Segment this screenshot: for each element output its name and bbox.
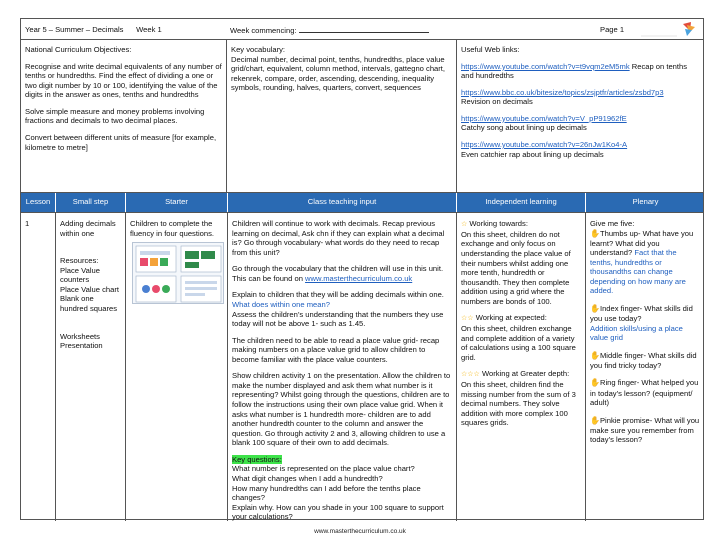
objectives-row — [21, 40, 703, 193]
lesson-number: 1 — [25, 219, 30, 228]
column-header-row — [21, 193, 703, 213]
extra-worksheets: Worksheets — [60, 331, 100, 341]
weblink-2-desc: Revision on decimals — [461, 97, 533, 107]
teaching-p4: The children need to be able to read a place value grid- recap making numbers on a place value grid to allow children to become familiar with the place value counters. — [232, 335, 440, 364]
col-independent: Independent learning — [456, 193, 585, 212]
teaching-p5: Show children activity 1 on the presentation. Allow the children to make the number displayed and ask them what number is it representing? Whilst going through the questions, children are to follow the instructions using their own place value grid. When it asks what number is 1 hundredth more- children are to add another hundredth counter to the column and answer the question. Go through activity 2 and 3, allowing children to use a blank 100 square of their own to add decimals. — [232, 371, 451, 448]
teaching-p1: Children will continue to work with decimals. Recap previous learning on decimal, Ask chn if they can explain what a decimal is? Go through vocabulary- what words do they need to recap from this unit? — [232, 219, 445, 257]
weblink-4-desc: Even catchier rap about lining up decimals — [461, 149, 604, 159]
resources-heading: Resources: — [60, 256, 99, 266]
weblinks-heading: Useful Web links: — [461, 45, 520, 54]
small-step-text: Adding decimals within one — [60, 219, 116, 238]
star-three-icon: ☆☆☆ — [461, 371, 480, 379]
resource-3: Blank one hundred squares — [60, 294, 117, 313]
header-row — [21, 19, 703, 40]
planning-sheet — [20, 18, 704, 520]
plenary-middle: Middle finger- What skills did you find tricky today? — [590, 350, 697, 370]
small-step-cell — [55, 213, 125, 521]
weblink-1[interactable]: https://www.youtube.com/watch?v=t9vqm2eM5mk — [461, 61, 630, 71]
plenary-index: Index finger- What skills did you use today? — [590, 304, 693, 324]
weblink-2[interactable]: https://www.bbc.co.uk/bitesize/topics/zsjptfr/articles/zsbd7p3 — [461, 87, 664, 97]
vocabulary-cell — [226, 40, 456, 192]
fluency-slide-image — [133, 243, 225, 305]
weblinks-cell — [456, 40, 705, 192]
week-label: Week 1 — [136, 25, 162, 34]
col-plenary: Plenary — [585, 193, 705, 212]
middle-finger-icon: ✋ — [590, 350, 600, 360]
plenary-cell — [585, 213, 705, 521]
greater-label: Working at Greater depth: — [481, 369, 570, 379]
resource-2: Place Value chart — [60, 284, 119, 294]
teaching-p3b: What does within one mean? — [232, 299, 330, 309]
plenary-thumbs: Thumbs up- What have you learnt? What did you understand? — [590, 228, 694, 258]
col-teaching: Class teaching input — [227, 193, 456, 212]
teaching-p3c: Assess the children’s understanding that the numbers they use today will not be above 1- such as 1.45. — [232, 309, 444, 329]
expected-text: On this sheet, children exchange and complete addition of a variety of calculations using a 100 square grid. — [461, 324, 576, 362]
plenary-index-answer: Addition skills/using a place value grid — [590, 323, 683, 343]
commencing-cell — [226, 19, 456, 39]
towards-label: Working towards: — [469, 219, 528, 228]
col-lesson: Lesson — [25, 197, 51, 206]
commencing-blank — [299, 25, 429, 33]
weblink-3-desc: Catchy song about lining up decimals — [461, 123, 587, 133]
starter-slide-thumbnail — [132, 242, 224, 304]
header-title-cell — [21, 19, 226, 39]
plenary-thumbs-answer: Fact that the tenths, hundredths or thousandths can change depending on how many are added. — [590, 248, 686, 296]
star-one-icon: ☆ — [461, 221, 468, 228]
key-question-3: How many hundredths can I add before the tenths place changes? — [232, 483, 421, 503]
weblink-3[interactable]: https://www.youtube.com/watch?v=V_pP91962fE — [461, 113, 627, 123]
objective-2: Solve simple measure and money problems involving fractions and decimals to two decimal places. — [25, 106, 205, 126]
unit-title: Year 5 – Summer – Decimals — [25, 25, 124, 34]
ring-finger-icon: ✋ — [590, 378, 600, 388]
starter-text: Children to complete the fluency in four questions. — [130, 219, 215, 238]
starter-cell — [125, 213, 227, 521]
objectives-heading: National Curriculum Objectives: — [25, 45, 132, 54]
teaching-cell — [227, 213, 456, 521]
towards-text: On this sheet, children do not exchange and only focus on understanding the place value of their numbers whilst adding one more tenth, hundredth or thousandth. They then complete addition using a grid where the numbers are bonds of 100. — [461, 229, 571, 306]
objectives-cell — [21, 40, 226, 192]
vocabulary-heading: Key vocabulary: — [231, 45, 286, 54]
curriculum-logo — [637, 21, 697, 39]
extra-presentation: Presentation — [60, 341, 103, 351]
teaching-p2: Go through the vocabulary that the children will use in this unit. This can be found on — [232, 264, 444, 283]
vocabulary-text: Decimal number, decimal point, tenths, hundredths, place value grid/chart, equivalent, column method, intervals, gattegno chart, rekenrek, compare, order, ascending, descending, inequality symbols, rounding, halves, quarters, convert, sequences — [231, 54, 446, 93]
objective-3: Convert between different units of measure [for example, kilometre to metre] — [25, 132, 217, 152]
thumbs-up-icon: ✋ — [590, 228, 600, 238]
key-question-2: What digit changes when I add a hundredth? — [232, 473, 383, 483]
pinkie-icon: ✋ — [590, 415, 600, 425]
objective-1: Recognise and write decimal equivalents of any number of tenths or hundredths. Find the effect of dividing a one or two digit number by 10 or 100, identifying the value of the digits in the answer as ones, tenths and hundredths — [25, 61, 222, 100]
key-question-4: Explain why. How can you shade in your 100 square to support your calculations? — [232, 502, 444, 521]
key-questions-heading: Key questions: — [232, 454, 282, 464]
greater-text: On this sheet, children find the missing number from the sum of 3 decimal numbers. They solve addition with more complex 100 squares grids. — [461, 380, 576, 428]
plenary-pinkie: Pinkie promise- What will you make sure you remember from today’s lesson? — [590, 415, 700, 445]
page-number: Page 1 — [600, 25, 625, 34]
curriculum-link[interactable]: www.masterthecurriculum.co.uk — [305, 273, 413, 283]
weblink-1-desc: Recap on tenths and hundredths — [461, 61, 688, 81]
lesson-row — [21, 213, 703, 521]
index-finger-icon: ✋ — [590, 304, 600, 314]
key-question-1: What number is represented on the place value chart? — [232, 464, 415, 474]
expected-label: Working at expected: — [475, 313, 547, 323]
star-two-icon: ☆☆ — [461, 315, 474, 323]
col-small-step: Small step — [55, 193, 125, 212]
plenary-ring: Ring finger- What helped you in today’s lesson? (equipment/ adult) — [590, 378, 699, 408]
col-starter: Starter — [125, 193, 227, 212]
footer-url: www.masterthecurriculum.co.uk — [314, 528, 406, 535]
independent-cell — [456, 213, 585, 521]
resource-1: Place Value counters — [60, 265, 100, 285]
teaching-p3a: Explain to children that they will be adding decimals within one. — [232, 290, 444, 300]
plenary-intro: Give me five: — [590, 219, 635, 228]
weblink-4[interactable]: https://www.youtube.com/watch?v=26nJw1Ko4-A — [461, 139, 628, 149]
commencing-label: Week commencing: — [230, 26, 297, 35]
